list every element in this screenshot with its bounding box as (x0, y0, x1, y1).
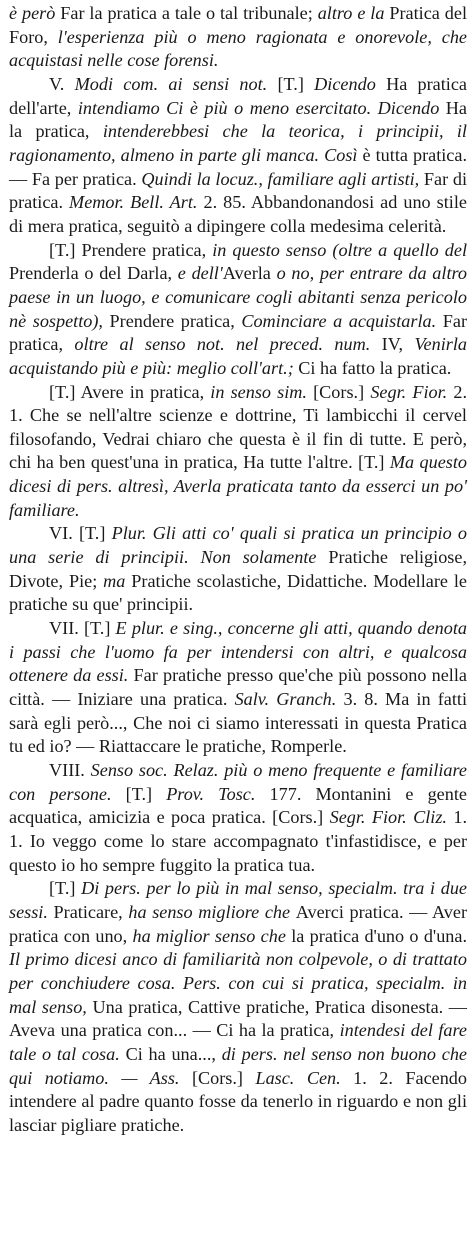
italic-text: oltre a quello del (338, 239, 468, 260)
roman-text: Ha la pratica, (9, 97, 467, 142)
italic-text: Prov. Tosc. (166, 783, 256, 804)
italic-text: intenderebbesi che la teorica, i principii, il ragionamento, almeno in parte gli manca. Così (9, 121, 467, 165)
italic-text: Plur. Gli atti co' quali si pratica un principio o una serie di principii. Non solamente (9, 523, 467, 568)
roman-text: Far pratiche presso que'che più possono nella città. — Iniziare una pratica. (9, 665, 467, 710)
roman-text: Far di pratica. (9, 168, 467, 213)
roman-text: Prendere pratica, (109, 310, 242, 331)
italic-text: Memor. Bell. Art. (69, 192, 198, 213)
italic-text: in questo senso ( (212, 239, 339, 260)
roman-text: Pratiche scolastiche, Didattiche. Modellare le pratiche su que' principii. (9, 570, 468, 615)
italic-text: oltre al senso not. nel preced. num. (74, 334, 371, 355)
italic-text: Senso soc. Relaz. più o meno frequente e familiare con persone. (9, 760, 467, 804)
entry-paragraph (9, 239, 467, 381)
italic-text: e dell' (177, 263, 223, 284)
entry-body (9, 2, 467, 1138)
italic-text: Cominciare a acquistarla. (241, 310, 443, 331)
italic-text: E plur. e sing., concerne gli atti, quando denota i passi che l'uomo fa per intendersi con altri, e qualcosa ottenere da essi. (9, 618, 468, 686)
italic-text: ha senso migliore che (128, 901, 296, 922)
roman-text: 1. 1. Io veggo come lo stare accompagnato t'infastidisce, e per questo io ho sempre fuggito la pratica tua. (9, 807, 467, 875)
italic-text: intendiamo Ci è più o meno esercitato. Dicendo (77, 97, 446, 118)
roman-text: VI. [T.] (49, 523, 112, 544)
roman-text: Averla (222, 263, 277, 284)
roman-text: [T.] Avere in pratica, (49, 381, 211, 402)
italic-text: Quindi la locuz., familiare agli artisti, (141, 168, 424, 189)
italic-text: ha miglior senso che (132, 925, 292, 946)
roman-text: V. (49, 73, 75, 94)
roman-text: [Cors.] (306, 381, 371, 402)
italic-text: è però (9, 3, 61, 23)
roman-text: Far pratica, (9, 310, 467, 355)
roman-text: 3. 8. Ma in fatti sarà egli però..., Che noi ci siamo interessati in questa Pratica tu ed io? — Riattaccare le pratiche, Romperle. (9, 689, 467, 757)
italic-text: ma (103, 570, 132, 591)
roman-text: VIII. (49, 760, 91, 780)
roman-text: 1. 2. Facendo intendere al padre quanto fosse da tenerlo in riguardo e non gli lasciar pigliare pratiche. (9, 1067, 467, 1135)
roman-text: la pratica d'uno o d'una. (291, 925, 468, 946)
italic-text: l'esperienza più o meno ragionata e onorevole, che acquistasi nelle cose forensi. (9, 26, 468, 71)
italic-text: Modi com. ai sensi not. (74, 73, 268, 94)
italic-text: Segr. Fior. Cliz. (329, 807, 447, 828)
italic-text: Il primo dicesi anco di familiarità non colpevole, o di trattato per conchiudere cosa. Pers. con cui si pratica, specialm. in mal senso, (9, 949, 467, 1017)
roman-text: [Cors.] (179, 1067, 256, 1088)
entry-paragraph (9, 759, 467, 877)
entry-paragraph (9, 877, 467, 1137)
roman-text: VII. [T.] (49, 618, 116, 639)
italic-text: Averla praticata tanto da esserci un po' familiare. (9, 476, 467, 520)
roman-text: Pratica del Foro, (9, 3, 468, 47)
roman-text: Averci pratica. — Aver pratica con uno, (9, 901, 467, 946)
italic-text: Ma questo dicesi di pers. altresì, (9, 452, 467, 497)
roman-text: Ha pratica dell'arte, (9, 73, 468, 118)
italic-text: o no, per entrare da altro paese in un luogo, e comunicare cogli abitanti senza pericolo nè sospetto), (9, 263, 467, 331)
entry-paragraph (9, 73, 467, 239)
roman-text: 177. Montanini e gente acquatica, amicizia e poca pratica. [Cors.] (9, 783, 467, 828)
entry-paragraph (9, 617, 467, 759)
roman-text: 2. 85. Abbandonandosi ad uno stile di mera pratica, seguitò a dipingere colla medesima celerità. (9, 192, 467, 236)
roman-text: [T.] (49, 878, 82, 899)
italic-text: Di pers. per lo più in mal senso, specialm. tra i due sessi. (9, 878, 467, 922)
roman-text: Una pratica, Cattive pratiche, Pratica disonesta. — Aveva una pratica con... — Ci ha la pratica, (9, 996, 467, 1041)
entry-paragraph (9, 2, 467, 73)
roman-text: IV, (370, 334, 415, 355)
roman-text: Far la pratica a tale o tal tribunale; (60, 3, 318, 23)
roman-text: Pratiche religiose, Divote, Pie; (9, 547, 467, 591)
italic-text: altro e la (317, 3, 390, 23)
roman-text: Prenderla o del Darla, (9, 263, 178, 284)
italic-text: Dicendo (314, 73, 387, 94)
italic-text: Segr. Fior. (370, 381, 448, 402)
italic-text: in senso sim. (210, 381, 307, 402)
entry-paragraph (9, 381, 467, 523)
roman-text: 2. 1. Che se nell'altre scienze e dottrine, Ti lambicchi il cervel filosofando, Vedrai chiaro che questa è il fin di tutte. E però, chi ha ben quest'una in pratica, Ha tutte l'altre. [T.] (9, 381, 467, 473)
roman-text: Ci ha fatto la pratica. (298, 357, 452, 378)
italic-text: di pers. nel senso non buono che qui notiamo. — Ass. (9, 1043, 468, 1088)
italic-text: intendesi del fare tale o tal cosa. (9, 1020, 468, 1064)
roman-text: Praticare, (53, 901, 129, 922)
roman-text: [T.] Prendere pratica, (49, 239, 213, 260)
italic-text: Venirla acquistando più e più: meglio coll'art.; (9, 334, 467, 378)
italic-text: Salv. Granch. (234, 689, 337, 710)
entry-paragraph (9, 522, 467, 617)
roman-text: è tutta pratica. — Fa per pratica. (9, 144, 468, 189)
roman-text: [T.] (111, 783, 167, 804)
roman-text: Ci ha una..., (125, 1043, 222, 1064)
roman-text: [T.] (267, 73, 315, 94)
italic-text: Lasc. Cen. (255, 1067, 341, 1088)
